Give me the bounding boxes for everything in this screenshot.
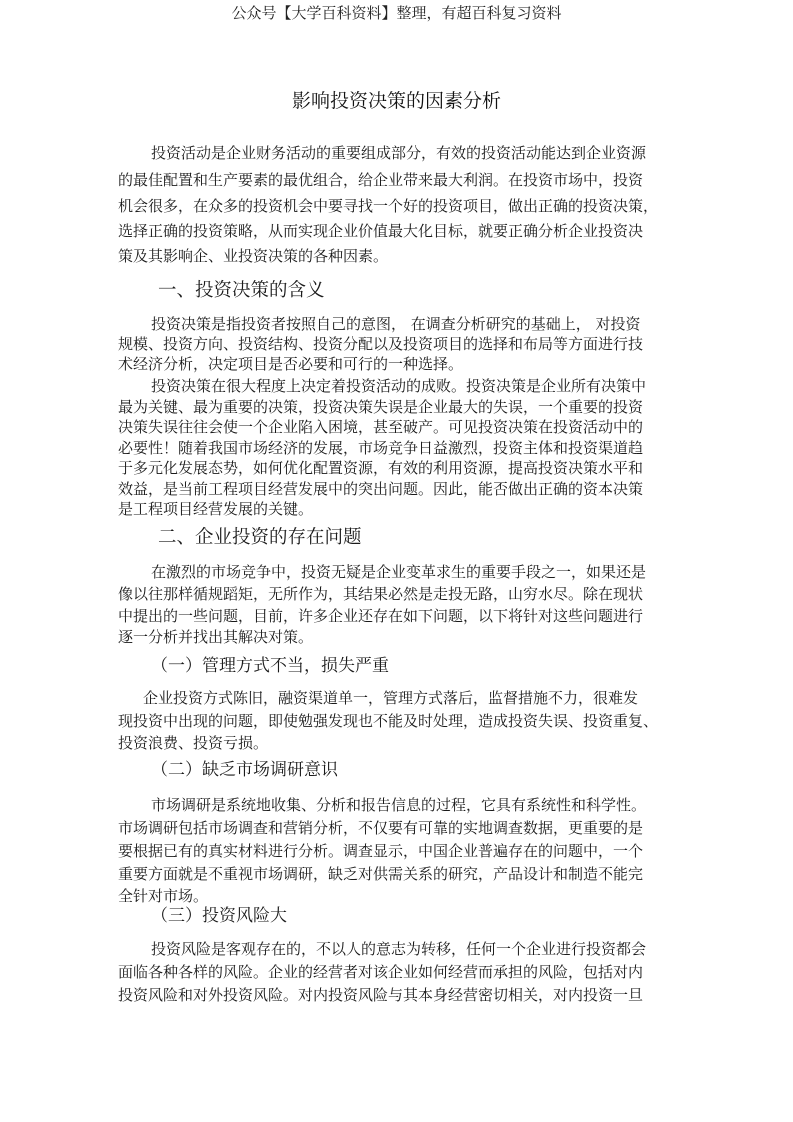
- text-line: 策及其影响企、业投资决策的各种因素。: [118, 247, 389, 265]
- text-line: 投资决策是指投资者按照自己的意图， 在调查分析研究的基础上， 对投资: [151, 315, 641, 333]
- text-line: 企业投资方式陈旧，融资渠道单一，管理方式落后，监督措施不力，很难发: [143, 689, 639, 707]
- text-line: 最为关键、最为重要的决策，投资决策失误是企业最大的失误，一个重要的投资: [118, 398, 644, 416]
- header-note: 公众号【大学百科资料】整理，有超百科复习资料: [231, 4, 562, 22]
- text-line: 效益，是当前工程项目经营发展中的突出问题。因此，能否做出正确的资本决策: [118, 480, 644, 498]
- section-heading-1: 一、投资决策的含义: [158, 280, 325, 301]
- text-line: 规模、投资方向、投资结构、投资分配以及投资项目的选择和布局等方面进行技: [118, 335, 644, 353]
- text-line: 重要方面就是不重视市场调研，缺乏对供需关系的研究，产品设计和制造不能完: [118, 865, 644, 883]
- text-line: 是工程项目经营发展的关键。: [118, 500, 314, 518]
- text-line: 的最佳配置和生产要素的最优组合，给企业带来最大利润。在投资市场中，投资: [118, 171, 644, 189]
- text-line: 面临各种各样的风险。企业的经营者对该企业如何经营而承担的风险，包括对内: [118, 963, 644, 981]
- text-line: 市场调研是系统地收集、分析和报告信息的过程，它具有系统性和科学性。: [151, 796, 647, 814]
- text-line: 市场调研包括市场调查和营销分析，不仅要有可靠的实地调查数据，更重要的是: [118, 819, 644, 837]
- text-line: 必要性！随着我国市场经济的发展，市场竞争日益激烈，投资主体和投资渠道趋: [118, 439, 644, 457]
- text-line: 选择正确的投资策略，从而实现企业价值最大化目标，就要正确分析企业投资决: [118, 222, 644, 240]
- text-line: 投资决策在很大程度上决定着投资活动的成败。投资决策是企业所有决策中: [151, 377, 647, 395]
- text-line: 像以往那样循规蹈矩，无所作为，其结果必然是走投无路，山穷水尽。除在现状: [118, 585, 644, 603]
- text-line: 投资浪费、投资亏损。: [118, 734, 269, 752]
- subsection-heading-3: （三）投资风险大: [151, 906, 287, 926]
- text-line: 要根据已有的真实材料进行分析。调查显示，中国企业普遍存在的问题中，一个: [118, 842, 644, 860]
- subsection-heading-2: （二）缺乏市场调研意识: [151, 760, 338, 780]
- text-line: 中提出的一些问题，目前，许多企业还存在如下问题，以下将针对这些问题进行: [118, 607, 644, 625]
- page-title: 影响投资决策的因素分析: [291, 90, 501, 112]
- text-line: 决策失误往往会使一个企业陷入困境，甚至破产。可见投资决策在投资活动中的: [118, 418, 644, 436]
- text-line: 在激烈的市场竞争中，投资无疑是企业变革求生的重要手段之一，如果还是: [151, 563, 647, 581]
- text-line: 全针对市场。: [118, 887, 209, 905]
- text-line: 投资风险是客观存在的，不以人的意志为转移，任何一个企业进行投资都会: [151, 940, 647, 958]
- text-line: 现投资中出现的问题，即使勉强发现也不能及时处理，造成投资失误、投资重复、: [118, 712, 659, 730]
- section-heading-2: 二、企业投资的存在问题: [158, 527, 362, 548]
- text-line: 机会很多，在众多的投资机会中要寻找一个好的投资项目，做出正确的投资决策，: [118, 197, 659, 215]
- text-line: 逐一分析并找出其解决对策。: [118, 628, 314, 646]
- text-line: 投资活动是企业财务活动的重要组成部分，有效的投资活动能达到企业资源: [151, 144, 647, 162]
- text-line: 投资风险和对外投资风险。对内投资风险与其本身经营密切相关，对内投资一旦: [118, 986, 644, 1004]
- text-line: 术经济分析，决定项目是否必要和可行的一种选择。: [118, 355, 464, 373]
- text-line: 于多元化发展态势，如何优化配置资源，有效的利用资源，提高投资决策水平和: [118, 459, 644, 477]
- subsection-heading-1: （一）管理方式不当，损失严重: [151, 656, 389, 676]
